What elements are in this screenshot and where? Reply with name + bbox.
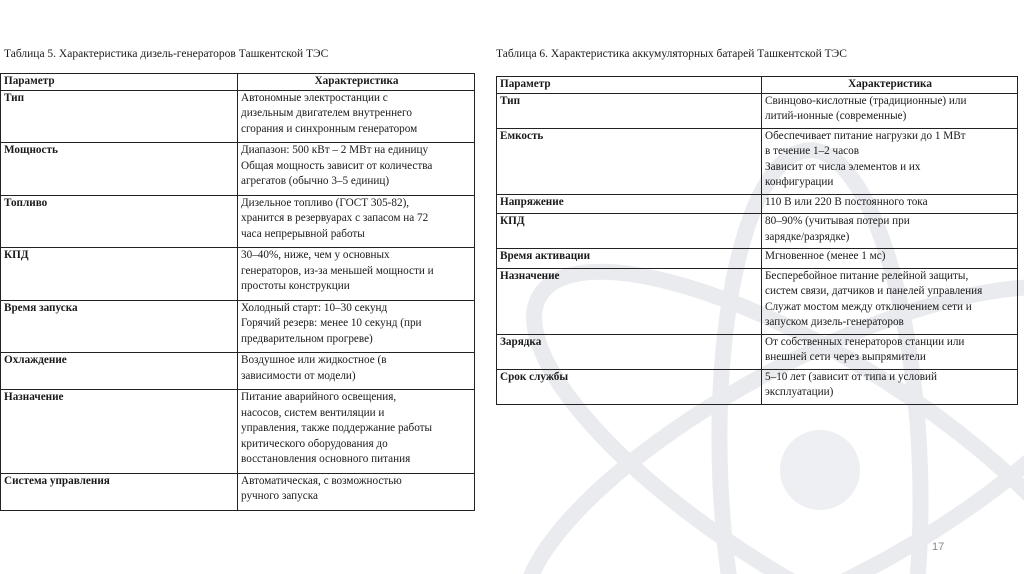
characteristic-line: Обеспечивает питание нагрузки до 1 МВт [765,129,966,142]
table-row [1,473,475,510]
table-row [497,194,1018,214]
row-characteristic [238,353,475,390]
table-row [1,248,475,301]
table-row [1,195,475,248]
row-characteristic [238,248,475,301]
characteristic-line: сгорания и синхронным генератором [241,122,418,135]
header-value: Характеристика [238,74,475,91]
characteristic-line: ручного запуска [241,490,318,502]
table6-caption: Таблица 6. Характеристика аккумуляторных батарей Ташкентской ТЭС [496,48,847,60]
table-row [1,390,475,474]
table-row [497,369,1018,404]
characteristic-line: предварительном прогреве) [241,332,373,345]
row-parameter: Топливо [1,195,238,248]
row-parameter: Зарядка [497,334,762,369]
characteristic-line: эксплуатации) [765,386,834,398]
characteristic-line: генераторов, из-за меньшей мощности и [241,264,434,277]
characteristic-line: Общая мощность зависит от количества [241,159,433,172]
table-row [1,143,475,196]
characteristic-line: Мгновенное (менее 1 мс) [765,250,886,262]
row-characteristic [762,268,1018,334]
table-row [497,268,1018,334]
table-row [1,353,475,390]
row-characteristic [762,369,1018,404]
row-parameter: Время активации [497,249,762,269]
diesel-generators-table [0,73,475,511]
row-parameter: Тип [497,93,762,128]
table-row [497,249,1018,269]
characteristic-line: восстановления основного питания [241,453,411,465]
row-characteristic [762,194,1018,214]
characteristic-line: 80–90% (учитывая потери при [765,215,910,227]
row-parameter: КПД [497,214,762,249]
row-characteristic [762,128,1018,194]
characteristic-line: 5–10 лет (зависит от типа и условий [765,370,937,383]
header-param: Параметр [1,74,238,91]
characteristic-line: Бесперебойное питание релейной защиты, [765,269,969,282]
characteristic-line: зависимости от модели) [241,369,356,382]
characteristic-line: зарядке/разрядке) [765,230,850,243]
characteristic-line: часа непрерывной работы [241,227,365,240]
row-characteristic [762,334,1018,369]
row-characteristic [238,390,475,474]
characteristic-line: конфигурации [765,176,834,188]
characteristic-line: 110 В или 220 В постоянного тока [765,195,928,208]
table5-caption: Таблица 5. Характеристика дизель-генераторов Ташкентской ТЭС [4,48,329,60]
table-row [497,128,1018,194]
table-row [497,93,1018,128]
characteristic-line: Дизельное топливо (ГОСТ 305-82), [241,196,410,209]
row-parameter: Мощность [1,143,238,196]
characteristic-line: внешней сети через выпрямители [765,351,926,363]
characteristic-line: управления, также поддержание работы [241,422,433,434]
characteristic-line: Зависит от числа элементов и их [765,160,921,173]
row-parameter: Охлаждение [1,353,238,390]
row-parameter: Напряжение [497,194,762,214]
characteristic-line: в течение 1–2 часов [765,145,859,157]
characteristic-line: запуском дизель-генераторов [765,316,904,328]
row-parameter: Назначение [497,268,762,334]
characteristic-line: Автономные электростанции с [241,91,388,104]
row-characteristic [238,143,475,196]
characteristic-line: агрегатов (обычно 3–5 единиц) [241,175,390,187]
row-characteristic [238,300,475,353]
characteristic-line: Горячий резерв: менее 10 секунд (при [241,317,422,329]
table-row [1,300,475,353]
row-parameter: Назначение [1,390,238,474]
row-parameter: КПД [1,248,238,301]
row-parameter: Система управления [1,473,238,510]
characteristic-line: насосов, систем вентиляции и [241,406,385,419]
characteristic-line: простоты конструкции [241,280,350,292]
characteristic-line: Свинцово-кислотные (традиционные) или [765,94,967,107]
row-characteristic [762,249,1018,269]
characteristic-line: Диапазон: 500 кВт – 2 МВт на единицу [241,144,429,156]
row-characteristic [238,195,475,248]
row-characteristic [762,93,1018,128]
header-param: Параметр [497,77,762,94]
table-row [1,90,475,143]
characteristic-line: 30–40%, ниже, чем у основных [241,249,390,261]
table-row [497,214,1018,249]
table-row [497,334,1018,369]
row-parameter: Емкость [497,128,762,194]
characteristic-line: Автоматическая, с возможностью [241,474,402,487]
characteristic-line: Воздушное или жидкостное (в [241,354,387,366]
batteries-table [496,76,1018,405]
table-header-row [497,77,1018,94]
characteristic-line: Холодный старт: 10–30 секунд [241,301,388,314]
row-characteristic [762,214,1018,249]
row-parameter: Срок службы [497,369,762,404]
characteristic-line: критического оборудования до [241,437,388,450]
page-number: 17 [932,541,945,553]
characteristic-line: литий-ионные (современные) [765,110,907,122]
characteristic-line: От собственных генераторов станции или [765,335,965,348]
characteristic-line: хранится в резервуарах с запасом на 72 [241,212,429,224]
row-characteristic [238,90,475,143]
table-header-row [1,74,475,91]
characteristic-line: Питание аварийного освещения, [241,391,397,403]
row-parameter: Время запуска [1,300,238,353]
characteristic-line: дизельным двигателем внутреннего [241,107,412,119]
characteristic-line: систем связи, датчиков и панелей управления [765,285,983,297]
row-characteristic [238,473,475,510]
characteristic-line: Служат мостом между отключением сети и [765,300,972,313]
row-parameter: Тип [1,90,238,143]
header-value: Характеристика [762,77,1018,94]
